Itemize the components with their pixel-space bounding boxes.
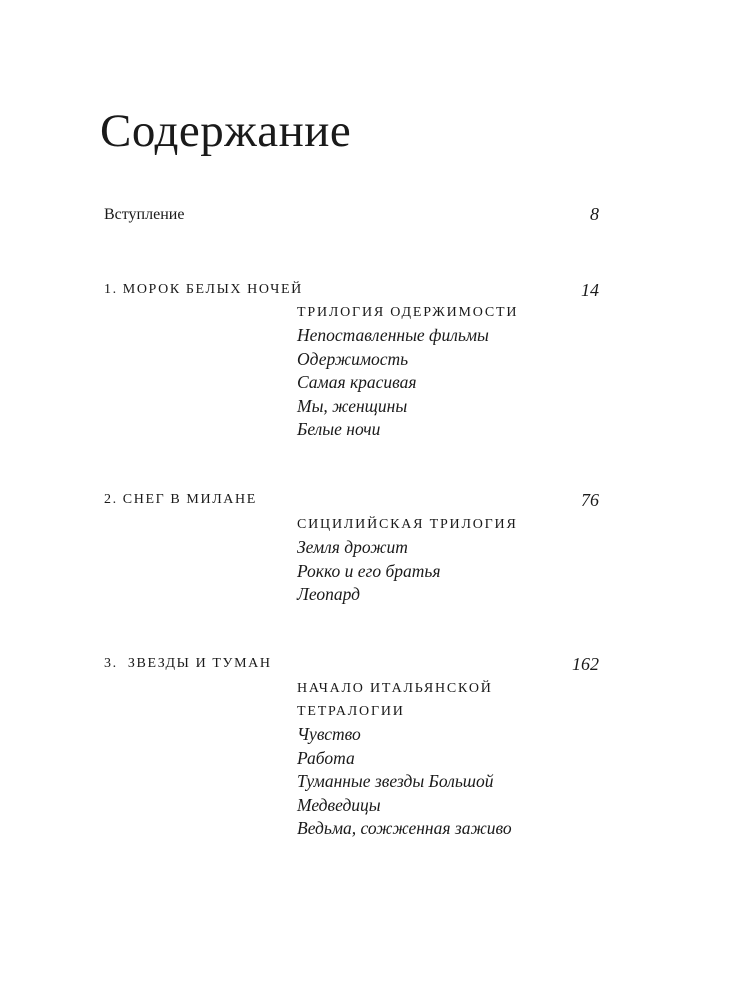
film-title: Работа [297, 747, 355, 768]
chapter-label: 1. МОРОК БЕЛЫХ НОЧЕЙ [104, 282, 303, 297]
film-title: Земля дрожит [297, 537, 408, 557]
chapter-page-number: 14 [581, 280, 599, 300]
chapter-page-number: 76 [581, 490, 599, 510]
section-heading: НАЧАЛО ИТАЛЬЯНСКОЙ [297, 681, 493, 696]
film-title: Непоставленные фильмы [297, 325, 489, 345]
film-title: Леопард [297, 584, 361, 604]
intro-page-number: 8 [590, 204, 599, 224]
film-title: Ведьма, сожженная заживо [297, 818, 512, 838]
chapter-label: 2. СНЕГ В МИЛАНЕ [104, 492, 257, 507]
section-heading: ТРИЛОГИЯ ОДЕРЖИМОСТИ [297, 305, 519, 320]
intro-label: Вступление [104, 206, 185, 223]
film-title: Мы, женщины [297, 395, 408, 416]
chapter-label: 3. ЗВЕЗДЫ И ТУМАН [104, 656, 272, 671]
film-title: Одержимость [297, 348, 409, 369]
film-title: Туманные звезды Большой [297, 771, 494, 791]
chapter-page-number: 162 [572, 654, 599, 674]
film-title: Рокко и его братья [297, 560, 441, 581]
film-title: Медведицы [297, 794, 381, 815]
toc-entry-intro[interactable] [0, 206, 749, 230]
chapter-1-contents [297, 301, 557, 442]
section-heading: ТЕТРАЛОГИИ [297, 704, 405, 719]
chapter-2-contents [297, 513, 557, 607]
chapter-3-contents [297, 677, 557, 841]
section-heading: СИЦИЛИЙСКАЯ ТРИЛОГИЯ [297, 517, 518, 532]
film-title: Белые ночи [297, 419, 381, 439]
film-title: Чувство [297, 724, 361, 744]
film-title: Самая красивая [297, 372, 417, 392]
page-title: Содержание [100, 105, 352, 157]
